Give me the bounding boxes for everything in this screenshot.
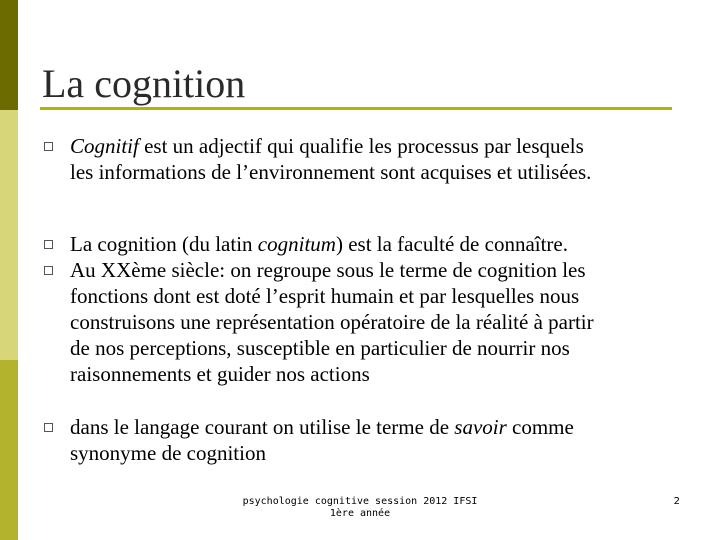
bullet-item bbox=[70, 257, 670, 387]
text-run: synonyme de cognition bbox=[70, 441, 266, 465]
bullet-square-icon bbox=[44, 266, 53, 275]
footer-line-1: psychologie cognitive session 2012 IFSI bbox=[242, 496, 478, 507]
footer-caption bbox=[240, 496, 480, 520]
text-run: fonctions dont est doté l’esprit humain et par lesquelles nous bbox=[70, 284, 580, 308]
italic-term: savoir bbox=[454, 415, 507, 439]
sidebar-decoration bbox=[0, 0, 18, 540]
text-run: ) est la faculté de connaître. bbox=[335, 232, 568, 256]
text-run: construisons une représentation opératoire de la réalité à partir bbox=[70, 310, 594, 334]
sidebar-segment-top bbox=[0, 0, 18, 110]
italic-term: Cognitif bbox=[70, 134, 139, 158]
bullet-text-line bbox=[70, 414, 670, 440]
bullet-text-line bbox=[70, 309, 670, 335]
text-run: Au XXème siècle: on regroupe sous le terme de cognition les bbox=[70, 258, 586, 282]
footer-line-2: 1ère année bbox=[329, 508, 391, 519]
bullet-text-line bbox=[70, 440, 670, 466]
bullet-item bbox=[70, 133, 670, 185]
text-run: raisonnements et guider nos actions bbox=[70, 362, 370, 386]
bullet-text-line bbox=[70, 283, 670, 309]
text-run: dans le langage courant on utilise le terme de bbox=[70, 415, 455, 439]
bullet-item bbox=[70, 231, 670, 257]
text-run: est un adjectif qui qualifie les processus par lesquels bbox=[138, 134, 584, 158]
text-run: La cognition (du latin bbox=[70, 232, 258, 256]
bullet-text-line bbox=[70, 335, 670, 361]
text-run: les informations de l’environnement sont acquises et utilisées. bbox=[70, 160, 592, 184]
bullet-square-icon bbox=[44, 142, 53, 151]
bullet-square-icon bbox=[44, 240, 53, 249]
bullet-text-line bbox=[70, 231, 670, 257]
slide-title: La cognition bbox=[42, 61, 246, 106]
page-number: 2 bbox=[673, 496, 680, 507]
title-underline bbox=[40, 107, 672, 110]
text-run: de nos perceptions, susceptible en particulier de nourrir nos bbox=[70, 336, 570, 360]
text-run: comme bbox=[506, 415, 574, 439]
bullet-item bbox=[70, 414, 670, 466]
bullet-text-line bbox=[70, 257, 670, 283]
bullet-text-line bbox=[70, 159, 670, 185]
bullet-text-line bbox=[70, 133, 670, 159]
sidebar-segment-bottom bbox=[0, 360, 18, 540]
sidebar-segment-middle bbox=[0, 110, 18, 360]
bullet-text-line bbox=[70, 361, 670, 387]
bullet-square-icon bbox=[44, 423, 53, 432]
italic-term: cognitum bbox=[257, 232, 336, 256]
